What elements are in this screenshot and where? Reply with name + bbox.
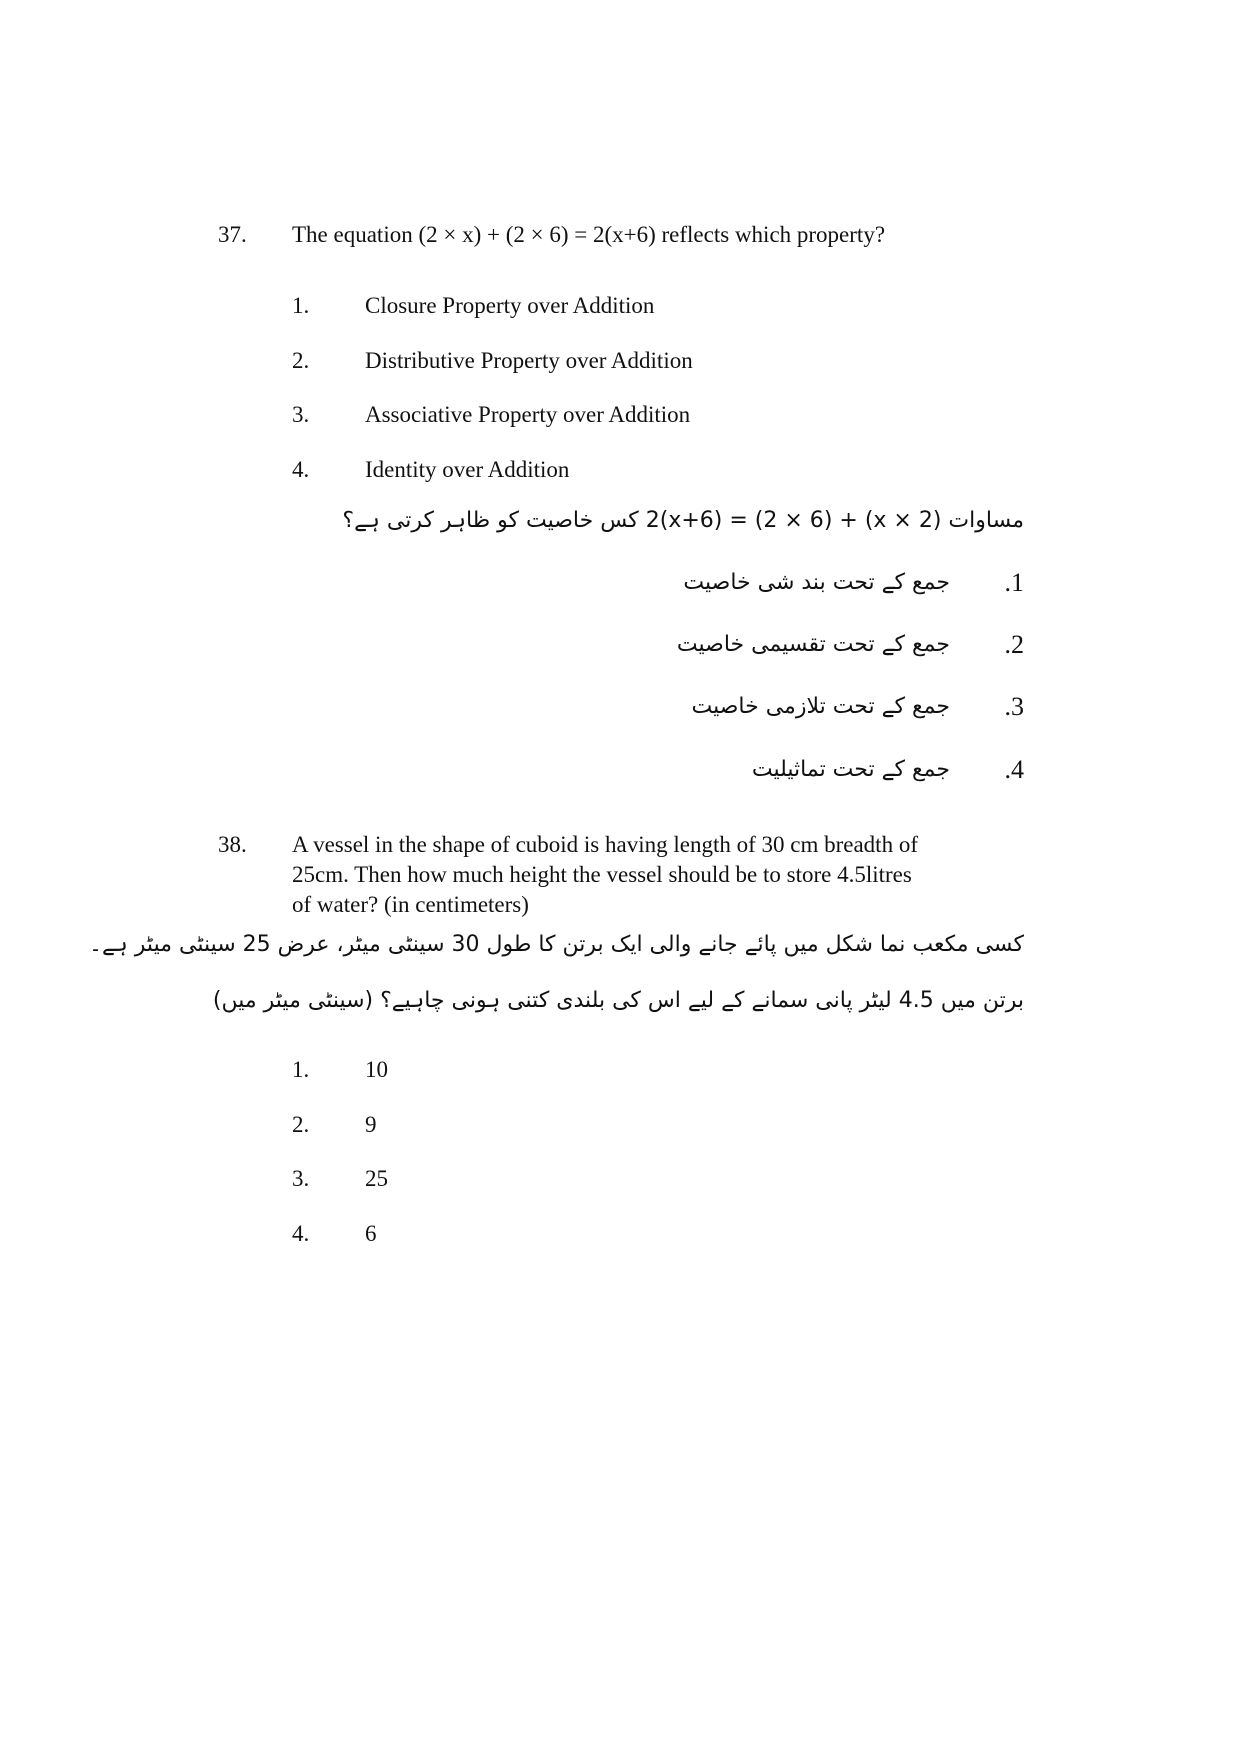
q37-urdu-option-2-text: جمع کے تحت تقسیمی خاصیت bbox=[676, 632, 950, 657]
question-38-number: 38. bbox=[218, 832, 247, 857]
q37-urdu-option-3-number: .3 bbox=[1004, 692, 1024, 721]
q37-option-1-text: Closure Property over Addition bbox=[365, 293, 655, 318]
question-38-text-line-2: 25cm. Then how much height the vessel should be to store 4.5litres bbox=[292, 862, 912, 887]
q37-option-1-number: 1. bbox=[292, 293, 310, 318]
q37-urdu-option-4-text: جمع کے تحت تماثیلیت bbox=[751, 757, 950, 782]
q37-urdu-option-2-number: .2 bbox=[1004, 630, 1024, 659]
question-37-number: 37. bbox=[218, 222, 247, 247]
question-38-text-line-1: A vessel in the shape of cuboid is having length of 30 cm breadth of bbox=[292, 832, 918, 857]
question-37-text-urdu: مساوات (2 × x) + (2 × 6) = 2(x+6) کس خاصیت کو ظاہر کرتی ہے؟ bbox=[342, 508, 1024, 533]
q37-option-3-number: 3. bbox=[292, 402, 310, 427]
q37-urdu-option-4-number: .4 bbox=[1004, 755, 1024, 784]
q38-option-4-text: 6 bbox=[365, 1221, 377, 1246]
q37-option-3-text: Associative Property over Addition bbox=[365, 402, 691, 427]
q38-option-1-text: 10 bbox=[365, 1057, 388, 1082]
q37-option-2-number: 2. bbox=[292, 348, 310, 373]
q38-option-4-number: 4. bbox=[292, 1221, 310, 1246]
q37-urdu-option-1-text: جمع کے تحت بند شی خاصیت bbox=[683, 570, 950, 595]
q38-option-2-text: 9 bbox=[365, 1112, 377, 1137]
q37-option-4-text: Identity over Addition bbox=[365, 457, 570, 482]
q38-option-2-number: 2. bbox=[292, 1112, 310, 1137]
question-38-text-urdu-line-2: برتن میں 4.5 لیٹر پانی سمانے کے لیے اس کی بلندی کتنی ہونی چاہیے؟ (سینٹی میٹر میں) bbox=[212, 988, 1024, 1013]
q38-option-3-text: 25 bbox=[365, 1166, 388, 1191]
question-38-text-urdu-line-1: کسی مکعب نما شکل میں پائے جانے والی ایک برتن کا طول 30 سینٹی میٹر، عرض 25 سینٹی میٹر ہے۔ bbox=[89, 932, 1024, 957]
question-37-text: The equation (2 × x) + (2 × 6) = 2(x+6) reflects which property? bbox=[292, 222, 886, 247]
q38-option-1-number: 1. bbox=[292, 1057, 310, 1082]
q37-urdu-option-3-text: جمع کے تحت تلازمی خاصیت bbox=[691, 694, 950, 719]
question-38-text-line-3: of water? (in centimeters) bbox=[292, 892, 529, 917]
q37-urdu-option-1-number: .1 bbox=[1004, 568, 1024, 597]
q38-option-3-number: 3. bbox=[292, 1166, 310, 1191]
q37-option-4-number: 4. bbox=[292, 457, 310, 482]
q37-option-2-text: Distributive Property over Addition bbox=[365, 348, 693, 373]
